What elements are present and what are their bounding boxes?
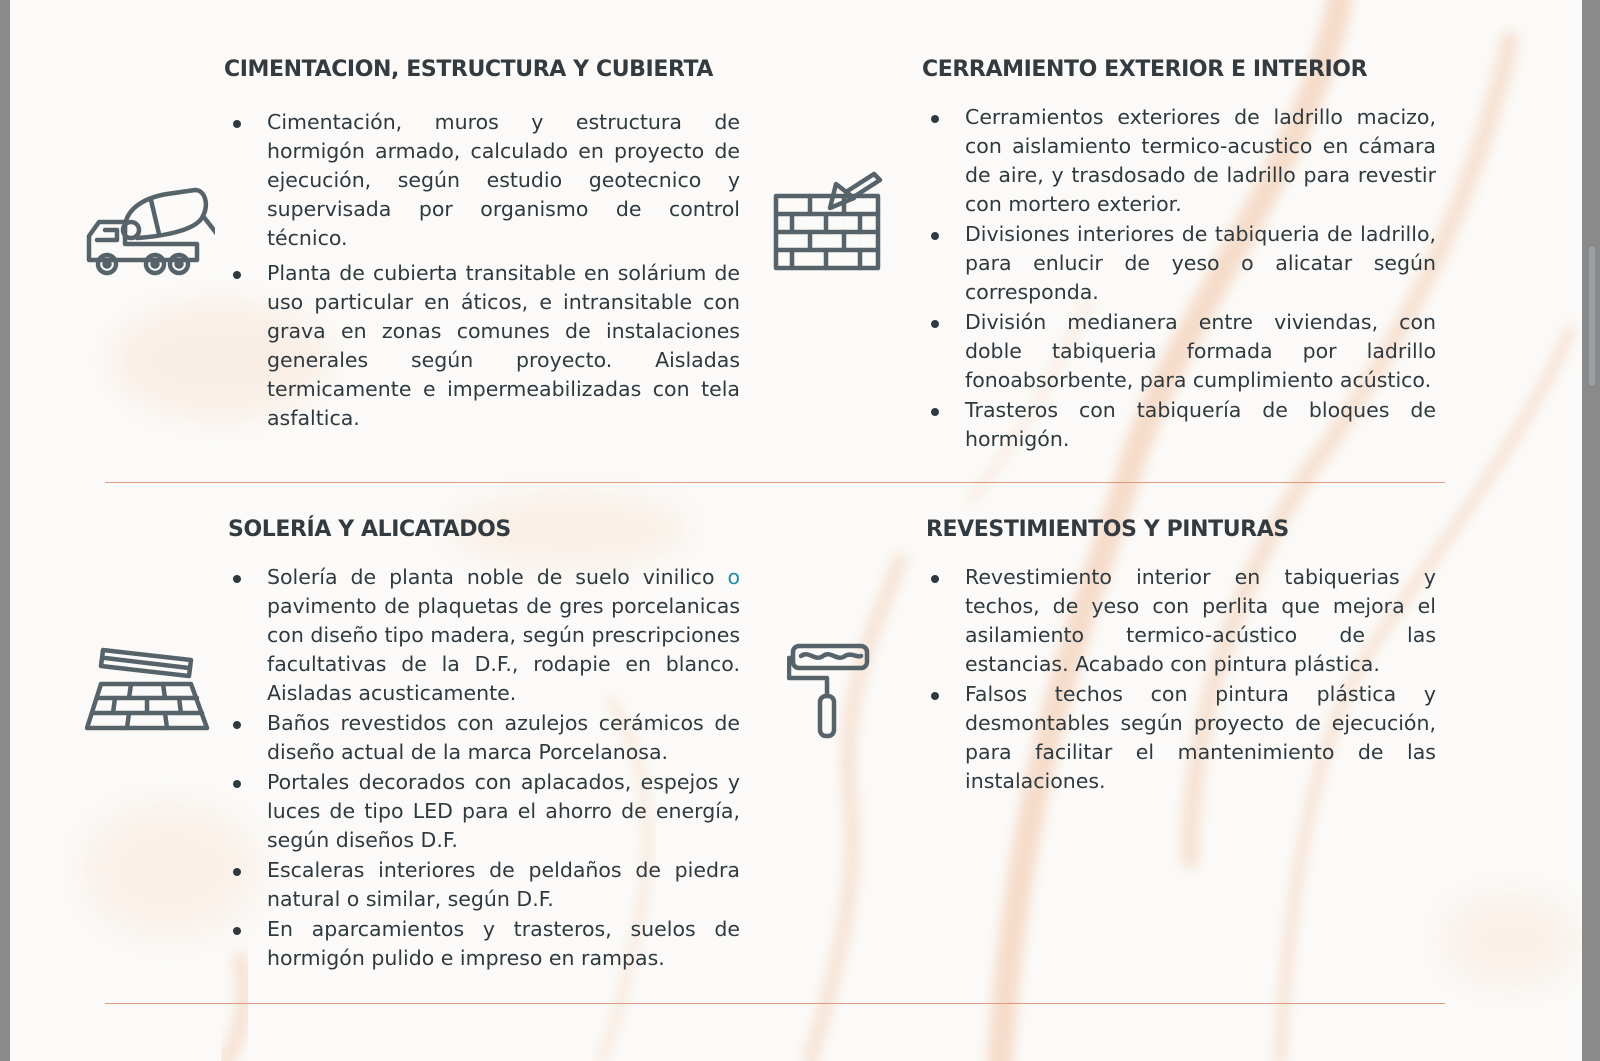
paint-roller-icon — [787, 640, 877, 740]
list-item-text: Solería de planta noble de suelo vinilico — [267, 565, 728, 589]
list-item: División medianera entre viviendas, con doble tabiqueria formada por ladrillo fonoabsorbente, para cumplimiento acústico. — [928, 308, 1436, 395]
list-item-text: o — [727, 565, 740, 589]
list-item: Cimentación, muros y estructura de hormigón armado, calculado en proyecto de ejecución, según estudio geotecnico y supervisada por organismo de control técnico. — [230, 108, 740, 253]
section-title-revestimientos: REVESTIMIENTOS Y PINTURAS — [926, 517, 1289, 542]
section-title-cimentacion: CIMENTACION, ESTRUCTURA Y CUBIERTA — [224, 57, 714, 82]
section-title-cerramiento: CERRAMIENTO EXTERIOR E INTERIOR — [922, 57, 1368, 82]
list-item: Baños revestidos con azulejos cerámicos de diseño actual de la marca Porcelanosa. — [230, 709, 740, 767]
scrollbar-thumb[interactable] — [1589, 246, 1595, 386]
list-soleria — [230, 563, 740, 974]
scrollbar[interactable] — [1582, 0, 1600, 1061]
list-item: Escaleras interiores de peldaños de piedra natural o similar, según D.F. — [230, 856, 740, 914]
concrete-mixer-truck-icon — [85, 180, 215, 280]
list-cerramiento — [928, 103, 1436, 455]
floor-tiles-icon — [85, 640, 210, 735]
list-item: En aparcamientos y trasteros, suelos de hormigón pulido e impreso en rampas. — [230, 915, 740, 973]
section-divider — [105, 482, 1445, 483]
section-divider — [105, 1003, 1445, 1004]
document-page — [10, 0, 1582, 1061]
list-item: Revestimiento interior en tabiquerias y techos, de yeso con perlita que mejora el asilamiento termico-acústico de las estancias. Acabado con pintura plástica. — [928, 563, 1436, 679]
list-item — [230, 563, 740, 708]
brick-wall-trowel-icon — [770, 168, 890, 273]
list-item: Planta de cubierta transitable en solárium de uso particular en áticos, e intransitable con grava en zonas comunes de instalaciones generales según proyecto. Aisladas termicamente e impermeabilizadas con tela asfaltica. — [230, 259, 740, 433]
list-item: Cerramientos exteriores de ladrillo macizo, con aislamiento termico-acustico en cámara de aire, y trasdosado de ladrillo para revestir con mortero exterior. — [928, 103, 1436, 219]
section-title-soleria: SOLERÍA Y ALICATADOS — [228, 517, 511, 542]
list-item-text: pavimento de plaquetas de gres porcelanicas con diseño tipo madera, según prescripciones facultativas de la D.F., rodapie en blanco. Aisladas acusticamente. — [267, 594, 740, 705]
list-revestimientos — [928, 563, 1436, 797]
list-item: Portales decorados con aplacados, espejos y luces de tipo LED para el ahorro de energía, según diseños D.F. — [230, 768, 740, 855]
list-item: Falsos techos con pintura plástica y desmontables según proyecto de ejecución, para facilitar el mantenimiento de las instalaciones. — [928, 680, 1436, 796]
list-item: Trasteros con tabiquería de bloques de hormigón. — [928, 396, 1436, 454]
list-cimentacion — [230, 108, 740, 434]
list-item: Divisiones interiores de tabiqueria de ladrillo, para enlucir de yeso o alicatar según corresponda. — [928, 220, 1436, 307]
